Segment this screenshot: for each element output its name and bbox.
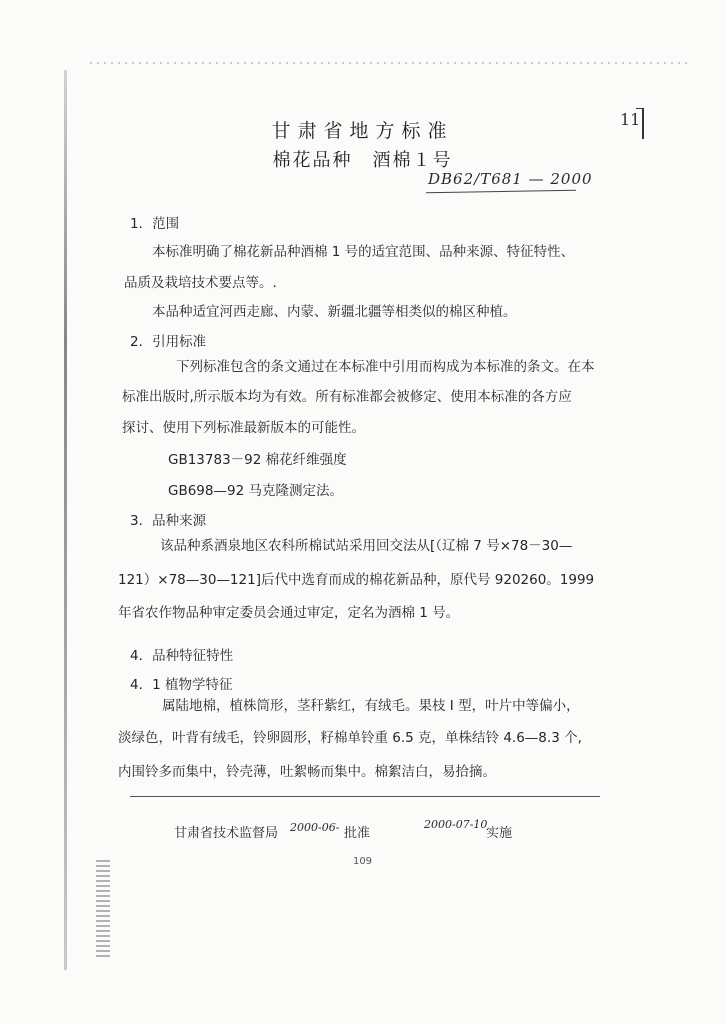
reference-gb698: GB698—92 马克隆测定法。	[168, 483, 343, 499]
section-2-heading: 2．引用标准	[130, 334, 207, 350]
issuing-authority: 甘肃省技术监督局	[174, 826, 279, 841]
section-2-para-line-2: 标准出版时,所示版本均为有效。所有标准都会被修定、使用本标准的各方应	[122, 389, 572, 405]
section-2-para-line-1: 下列标准包含的条文通过在本标准中引用而构成为本标准的条文。在本	[176, 359, 595, 375]
handwritten-standard-code: DB62/T681 — 2000	[428, 170, 593, 188]
standard-title: 甘肃省地方标准	[271, 120, 454, 142]
scan-edge-noise	[96, 860, 110, 960]
handwritten-issue-date: 2000-06-	[290, 821, 340, 834]
section-2-para-line-3: 探讨、使用下列标准最新版本的可能性。	[122, 420, 365, 436]
section-4-1-para-line-1: 属陆地棉，植株筒形，茎秆紫红，有绒毛。果枝 I 型，叶片中等偏小，	[162, 698, 580, 714]
implementation-label: 实施	[486, 826, 513, 841]
page-number: 109	[352, 856, 373, 867]
section-1-para-1-line-1: 本标准明确了棉花新品种酒棉 1 号的适宜范围、品种来源、特征特性、	[152, 244, 575, 260]
standard-subtitle: 棉花品种 酒棉１号	[272, 150, 453, 171]
scan-edge-shadow	[64, 70, 67, 970]
section-3-heading: 3．品种来源	[130, 513, 207, 529]
footer-divider	[130, 796, 600, 797]
handwritten-implementation-date: 2000-07-10	[424, 818, 488, 831]
page-mark: 11	[620, 110, 641, 129]
section-4-1-heading: 4．1 植物学特征	[130, 677, 233, 693]
section-1-para-2: 本品种适宜河西走廊、内蒙、新疆北疆等相类似的棉区种植。	[152, 304, 517, 320]
section-4-heading: 4．品种特征特性	[130, 648, 234, 664]
section-3-para-line-1: 该品种系酒泉地区农科所棉试站采用回交法从[（辽棉 7 号×78－30—	[160, 538, 573, 554]
reference-gb13783: GB13783－92 棉花纤维强度	[168, 452, 347, 468]
section-4-1-para-line-2: 淡绿色，叶背有绒毛，铃卵圆形，籽棉单铃重 6.5 克，单株结铃 4.6—8.3 个,	[118, 730, 582, 746]
handwritten-underline	[426, 190, 576, 194]
scan-top-noise	[90, 62, 690, 64]
section-1-para-1-line-2: 品质及栽培技术要点等。.	[124, 275, 277, 291]
approve-label: 批准	[344, 826, 371, 841]
section-3-para-line-2: 121）×78—30—121]后代中选育而成的棉花新品种，原代号 920260。1999	[118, 572, 595, 588]
section-4-1-para-line-3: 内围铃多而集中，铃壳薄，吐絮畅而集中。棉絮洁白，易拾摘。	[118, 764, 496, 780]
section-1-heading: 1．范围	[130, 216, 180, 232]
section-3-para-line-3: 年省农作物品种审定委员会通过审定，定名为酒棉 1 号。	[118, 605, 460, 621]
